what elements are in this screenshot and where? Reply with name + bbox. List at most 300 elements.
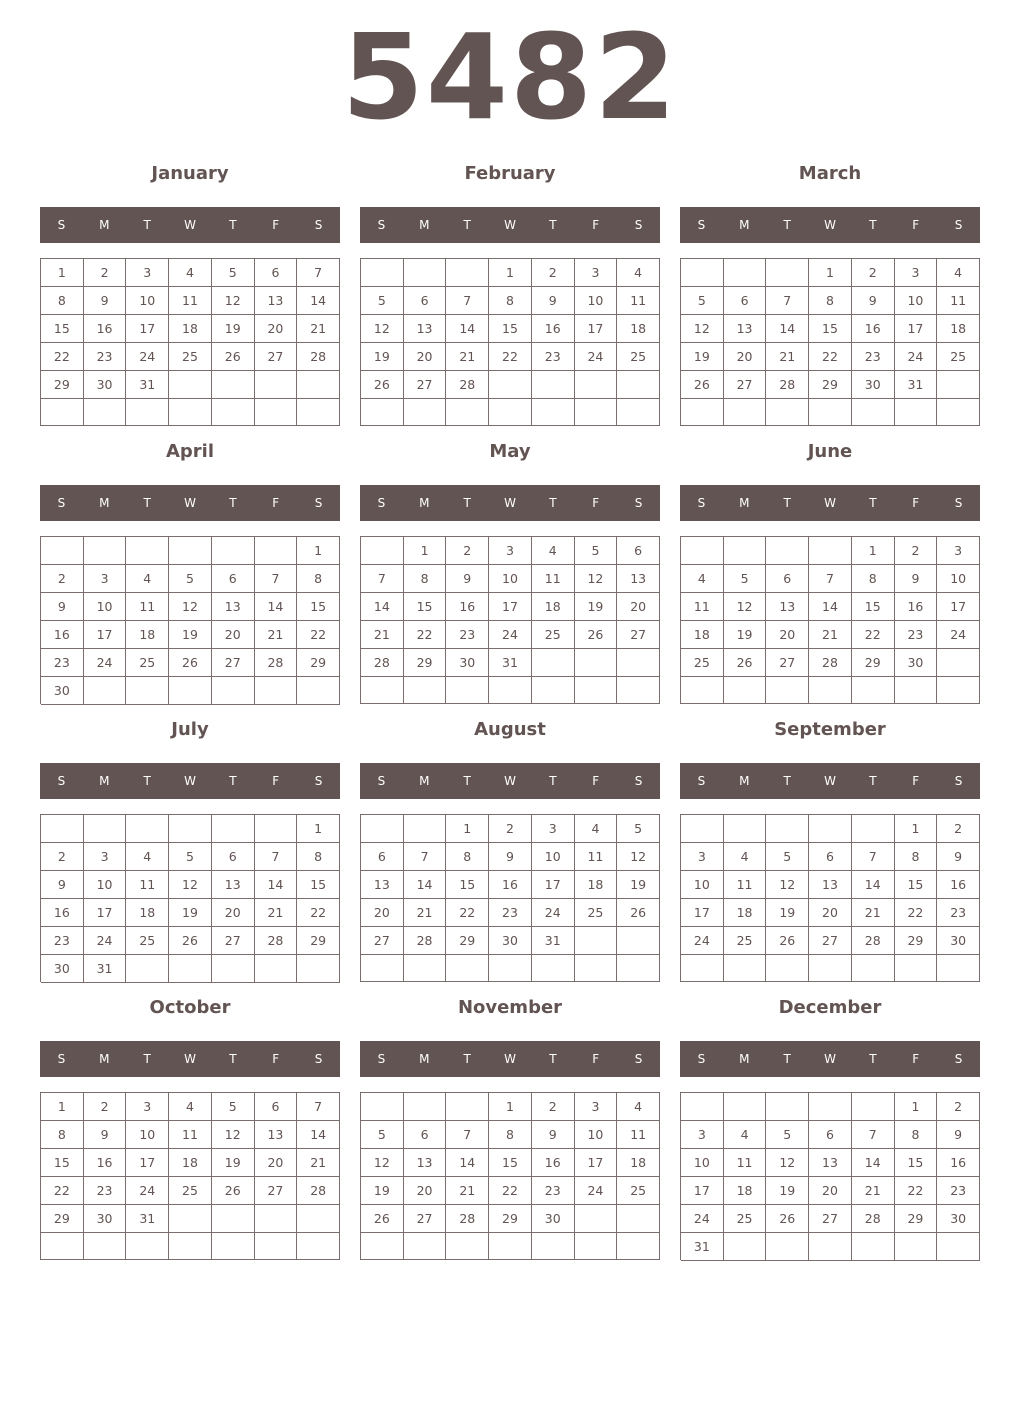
day-cell: 22 [895,899,938,927]
empty-cell [532,1233,575,1260]
day-cell: 29 [895,1205,938,1233]
day-cell: 26 [617,899,660,927]
empty-cell [937,371,980,399]
day-cell: 9 [937,843,980,871]
day-cell: 3 [681,843,724,871]
day-cell: 4 [126,843,169,871]
weekday-label: F [272,218,280,232]
day-cell: 15 [895,1149,938,1177]
day-cell: 5 [169,843,212,871]
day-cell: 20 [809,1177,852,1205]
day-cell: 8 [852,565,895,593]
weekday-label: T [783,218,791,232]
day-cell: 20 [255,315,298,343]
day-cell: 18 [126,621,169,649]
weekday-label: F [272,1052,280,1066]
weekday-label: S [377,774,386,788]
empty-cell [809,815,852,843]
month-name: August [474,719,546,740]
day-cell: 28 [297,343,340,371]
day-cell: 24 [84,649,127,677]
day-cell: 5 [361,1121,404,1149]
empty-cell [169,1205,212,1233]
day-cell: 27 [361,927,404,955]
day-cell: 19 [681,343,724,371]
empty-cell [169,1233,212,1260]
day-cell: 5 [212,259,255,287]
empty-cell [895,1233,938,1261]
empty-cell [532,955,575,982]
day-cell: 9 [41,871,84,899]
day-cell: 21 [255,899,298,927]
day-cell: 24 [575,1177,618,1205]
empty-cell [212,677,255,705]
month-name: November [457,997,563,1018]
day-cell: 10 [126,1121,169,1149]
day-cell: 16 [937,871,980,899]
empty-cell [617,1233,660,1260]
day-cell: 12 [766,1149,809,1177]
empty-cell [84,399,127,426]
day-cell: 19 [575,593,618,621]
weekday-header [40,485,340,521]
day-cell: 25 [724,927,767,955]
weekday-label: W [184,496,196,510]
day-cell: 6 [617,537,660,565]
empty-cell [809,399,852,426]
day-cell: 11 [169,1121,212,1149]
day-cell: 14 [255,593,298,621]
weekday-label: W [504,774,516,788]
weekday-label: S [57,496,66,510]
day-cell: 8 [489,287,532,315]
day-cell: 20 [212,899,255,927]
day-cell: 25 [169,1177,212,1205]
day-cell: 2 [84,259,127,287]
day-cell: 8 [404,565,447,593]
day-cell: 15 [489,315,532,343]
empty-cell [361,677,404,704]
empty-cell [681,259,724,287]
day-cell: 31 [126,371,169,399]
day-cell: 28 [404,927,447,955]
weekday-label: T [143,1052,151,1066]
day-cell: 27 [404,1205,447,1233]
day-cell: 20 [809,899,852,927]
day-cell: 26 [575,621,618,649]
empty-cell [212,371,255,399]
weekday-label: S [314,774,323,788]
month-name: March [798,163,862,184]
day-grid [40,536,340,704]
day-cell: 26 [212,343,255,371]
day-cell: 30 [895,649,938,677]
day-cell: 13 [404,1149,447,1177]
day-cell: 30 [532,1205,575,1233]
day-cell: 26 [169,927,212,955]
day-cell: 21 [255,621,298,649]
day-cell: 16 [41,621,84,649]
day-cell: 23 [446,621,489,649]
weekday-header [40,763,340,799]
day-cell: 17 [126,1149,169,1177]
day-cell: 27 [809,927,852,955]
day-cell: 19 [169,621,212,649]
weekday-header [680,1041,980,1077]
weekday-header [360,207,660,243]
day-cell: 22 [809,343,852,371]
day-cell: 26 [212,1177,255,1205]
day-cell: 19 [617,871,660,899]
weekday-label: S [377,496,386,510]
empty-cell [297,371,340,399]
empty-cell [575,649,618,677]
day-cell: 22 [489,343,532,371]
day-cell: 14 [852,1149,895,1177]
day-cell: 20 [255,1149,298,1177]
empty-cell [895,399,938,426]
day-cell: 29 [41,1205,84,1233]
day-cell: 21 [852,1177,895,1205]
empty-cell [169,537,212,565]
empty-cell [169,371,212,399]
empty-cell [809,1233,852,1261]
day-cell: 17 [681,1177,724,1205]
day-cell: 7 [404,843,447,871]
empty-cell [446,955,489,982]
day-cell: 13 [809,1149,852,1177]
day-cell: 12 [361,315,404,343]
day-cell: 6 [404,287,447,315]
empty-cell [169,399,212,426]
weekday-label: W [184,218,196,232]
weekday-label: S [377,1052,386,1066]
day-cell: 30 [84,1205,127,1233]
day-cell: 18 [532,593,575,621]
empty-cell [404,677,447,704]
day-cell: 26 [169,649,212,677]
day-cell: 29 [41,371,84,399]
weekday-label: T [463,218,471,232]
weekday-label: T [783,496,791,510]
day-cell: 23 [84,343,127,371]
day-cell: 8 [297,843,340,871]
empty-cell [617,677,660,704]
day-cell: 19 [766,899,809,927]
day-cell: 4 [937,259,980,287]
weekday-label: T [143,218,151,232]
day-cell: 14 [809,593,852,621]
day-cell: 2 [41,565,84,593]
weekday-label: T [869,496,877,510]
empty-cell [852,677,895,704]
day-cell: 4 [724,1121,767,1149]
weekday-label: T [549,496,557,510]
day-cell: 11 [617,287,660,315]
weekday-label: F [592,774,600,788]
weekday-label: S [57,1052,66,1066]
day-cell: 21 [297,315,340,343]
day-cell: 12 [575,565,618,593]
empty-cell [895,677,938,704]
day-cell: 16 [84,1149,127,1177]
day-cell: 4 [575,815,618,843]
weekday-label: S [954,1052,963,1066]
day-cell: 22 [404,621,447,649]
day-cell: 3 [489,537,532,565]
empty-cell [126,955,169,983]
day-cell: 11 [724,871,767,899]
day-cell: 18 [169,1149,212,1177]
empty-cell [575,955,618,982]
year-title: 5482 [341,8,679,146]
weekday-label: M [99,774,110,788]
empty-cell [809,537,852,565]
day-cell: 23 [937,1177,980,1205]
day-cell: 28 [446,371,489,399]
day-cell: 22 [489,1177,532,1205]
weekday-header [680,485,980,521]
empty-cell [212,399,255,426]
day-cell: 20 [361,899,404,927]
day-cell: 23 [41,649,84,677]
day-cell: 25 [532,621,575,649]
day-cell: 17 [126,315,169,343]
weekday-label: S [634,1052,643,1066]
day-cell: 23 [532,1177,575,1205]
day-cell: 31 [532,927,575,955]
day-cell: 11 [126,593,169,621]
day-cell: 3 [575,259,618,287]
day-cell: 1 [41,1093,84,1121]
weekday-label: W [824,218,836,232]
day-cell: 10 [575,287,618,315]
empty-cell [255,677,298,705]
weekday-label: F [912,218,920,232]
day-cell: 17 [84,621,127,649]
day-cell: 7 [297,1093,340,1121]
weekday-label: F [912,496,920,510]
day-cell: 6 [809,1121,852,1149]
day-cell: 8 [446,843,489,871]
day-cell: 14 [404,871,447,899]
empty-cell [297,399,340,426]
weekday-label: M [99,1052,110,1066]
day-cell: 14 [766,315,809,343]
day-cell: 31 [489,649,532,677]
empty-cell [617,927,660,955]
empty-cell [361,259,404,287]
day-cell: 4 [617,259,660,287]
day-cell: 17 [575,1149,618,1177]
day-cell: 3 [532,815,575,843]
day-cell: 1 [852,537,895,565]
empty-cell [84,537,127,565]
empty-cell [937,649,980,677]
weekday-label: S [954,496,963,510]
day-cell: 13 [617,565,660,593]
empty-cell [766,259,809,287]
day-grid [360,1092,660,1260]
day-cell: 29 [297,649,340,677]
day-cell: 28 [255,927,298,955]
empty-cell [895,955,938,982]
weekday-label: T [783,1052,791,1066]
day-cell: 11 [617,1121,660,1149]
day-cell: 22 [895,1177,938,1205]
day-cell: 4 [169,1093,212,1121]
day-cell: 20 [724,343,767,371]
day-cell: 21 [446,1177,489,1205]
weekday-label: M [739,774,750,788]
day-cell: 10 [681,1149,724,1177]
day-cell: 7 [852,843,895,871]
day-cell: 4 [681,565,724,593]
day-cell: 9 [84,287,127,315]
day-cell: 17 [895,315,938,343]
day-cell: 27 [617,621,660,649]
day-cell: 1 [297,815,340,843]
weekday-header [680,207,980,243]
empty-cell [489,399,532,426]
day-cell: 1 [297,537,340,565]
empty-cell [212,815,255,843]
empty-cell [724,1233,767,1261]
day-cell: 15 [41,315,84,343]
day-cell: 15 [297,871,340,899]
day-cell: 21 [852,899,895,927]
day-cell: 30 [937,1205,980,1233]
empty-cell [169,677,212,705]
day-cell: 21 [404,899,447,927]
day-cell: 3 [84,843,127,871]
day-cell: 30 [41,955,84,983]
day-cell: 31 [126,1205,169,1233]
day-cell: 24 [681,1205,724,1233]
day-cell: 14 [446,1149,489,1177]
day-cell: 6 [212,843,255,871]
day-cell: 24 [126,1177,169,1205]
weekday-label: T [143,774,151,788]
day-cell: 11 [575,843,618,871]
day-cell: 12 [169,593,212,621]
day-cell: 26 [361,1205,404,1233]
day-cell: 14 [852,871,895,899]
day-cell: 16 [937,1149,980,1177]
day-cell: 7 [297,259,340,287]
day-cell: 20 [212,621,255,649]
day-cell: 13 [255,1121,298,1149]
day-cell: 8 [809,287,852,315]
day-cell: 25 [575,899,618,927]
weekday-label: F [912,1052,920,1066]
day-cell: 1 [809,259,852,287]
day-cell: 24 [489,621,532,649]
empty-cell [681,1093,724,1121]
day-cell: 10 [489,565,532,593]
day-cell: 24 [532,899,575,927]
empty-cell [41,1233,84,1260]
weekday-label: M [99,496,110,510]
day-cell: 16 [895,593,938,621]
weekday-label: M [739,496,750,510]
weekday-label: S [954,218,963,232]
day-cell: 13 [361,871,404,899]
empty-cell [852,1093,895,1121]
day-cell: 22 [852,621,895,649]
day-cell: 28 [255,649,298,677]
empty-cell [212,1205,255,1233]
weekday-label: S [697,496,706,510]
empty-cell [766,537,809,565]
empty-cell [489,677,532,704]
empty-cell [532,649,575,677]
weekday-label: S [697,218,706,232]
empty-cell [404,399,447,426]
day-cell: 9 [446,565,489,593]
weekday-label: T [229,496,237,510]
weekday-label: T [549,774,557,788]
weekday-label: W [504,1052,516,1066]
day-cell: 5 [361,287,404,315]
weekday-label: S [634,774,643,788]
day-cell: 27 [809,1205,852,1233]
day-cell: 30 [41,677,84,705]
day-cell: 7 [255,843,298,871]
day-cell: 7 [446,1121,489,1149]
empty-cell [575,677,618,704]
day-cell: 17 [937,593,980,621]
weekday-label: S [314,218,323,232]
day-cell: 14 [446,315,489,343]
day-cell: 1 [404,537,447,565]
day-cell: 9 [489,843,532,871]
day-cell: 15 [489,1149,532,1177]
day-cell: 19 [361,343,404,371]
weekday-label: S [377,218,386,232]
day-cell: 16 [532,1149,575,1177]
day-cell: 29 [297,927,340,955]
day-cell: 25 [617,343,660,371]
month-name: January [151,163,229,184]
day-cell: 2 [532,259,575,287]
day-cell: 27 [212,927,255,955]
day-cell: 25 [126,649,169,677]
day-cell: 25 [169,343,212,371]
empty-cell [212,955,255,983]
empty-cell [766,1233,809,1261]
day-cell: 9 [41,593,84,621]
day-cell: 20 [766,621,809,649]
day-cell: 21 [766,343,809,371]
empty-cell [84,1233,127,1260]
day-cell: 15 [809,315,852,343]
empty-cell [446,259,489,287]
day-cell: 12 [766,871,809,899]
day-cell: 5 [212,1093,255,1121]
empty-cell [617,399,660,426]
empty-cell [809,955,852,982]
day-cell: 16 [852,315,895,343]
empty-cell [404,815,447,843]
weekday-label: W [824,1052,836,1066]
empty-cell [681,537,724,565]
day-cell: 2 [41,843,84,871]
weekday-label: W [504,496,516,510]
empty-cell [575,399,618,426]
day-cell: 13 [766,593,809,621]
day-cell: 15 [404,593,447,621]
